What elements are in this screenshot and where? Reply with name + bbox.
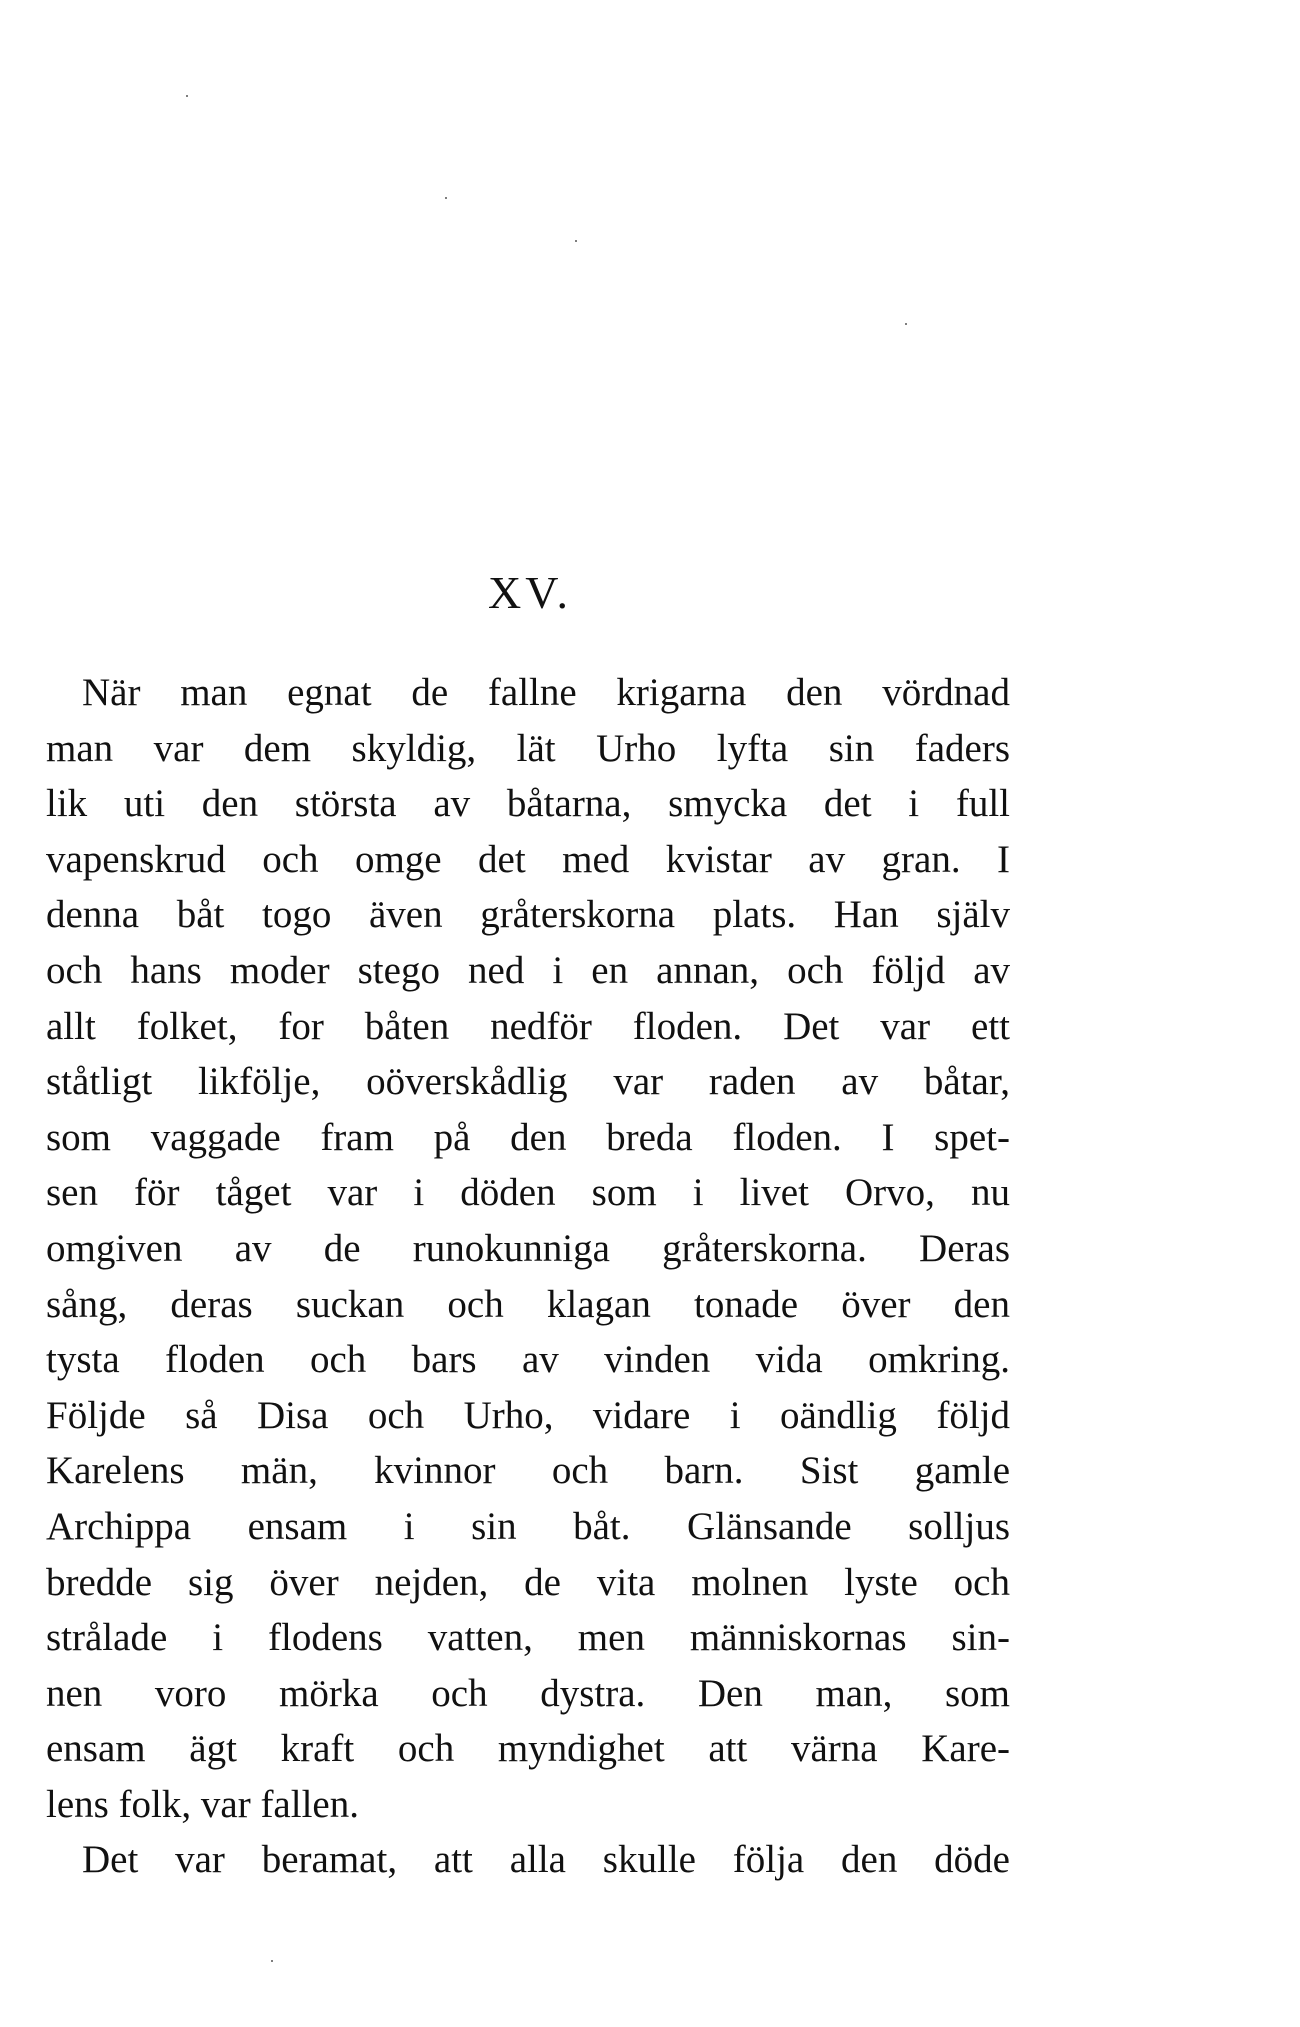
chapter-heading: XV. (487, 567, 572, 618)
text-line: lik uti den största av båtarna, smycka det i full (46, 782, 1010, 826)
text-line: allt folket, for båten nedför floden. Det var ett (46, 1004, 1010, 1048)
text-line: och hans moder stego ned i en annan, och följd av (46, 948, 1010, 992)
text-line: När man egnat de fallne krigarna den vördnad (82, 671, 1010, 714)
paper-speck (445, 197, 447, 199)
paper-speck (271, 1960, 273, 1962)
text-line: vapenskrud och omge det med kvistar av gran. I (46, 837, 1010, 881)
paper-speck (575, 240, 577, 242)
body-text (46, 665, 1010, 1888)
text-line: strålade i flodens vatten, men människornas sin- (46, 1616, 1010, 1660)
text-line: sång, deras suckan och klagan tonade över den (46, 1282, 1010, 1326)
paper-speck (905, 323, 907, 325)
text-line: lens folk, var fallen. (46, 1782, 359, 1826)
text-line: sen för tåget var i döden som i livet Orvo, nu (46, 1171, 1010, 1215)
text-line: Det var beramat, att alla skulle följa den döde (82, 1838, 1010, 1882)
text-line: ståtligt likfölje, oöverskådlig var raden av båtar, (46, 1060, 1010, 1104)
text-line: omgiven av de runokunniga gråterskorna. Deras (46, 1226, 1010, 1270)
text-line: nen voro mörka och dystra. Den man, som (46, 1671, 1010, 1715)
paragraph-1 (46, 665, 1010, 1832)
text-line: Archippa ensam i sin båt. Glänsande solljus (46, 1504, 1010, 1548)
paper-speck (186, 95, 188, 97)
text-line: ensam ägt kraft och myndighet att värna Kare- (46, 1727, 1010, 1771)
text-line: som vaggade fram på den breda floden. I spet- (46, 1115, 1010, 1159)
text-line: Karelens män, kvinnor och barn. Sist gamle (46, 1449, 1010, 1493)
text-line: Följde så Disa och Urho, vidare i oändlig följd (46, 1393, 1010, 1437)
text-line: denna båt togo även gråterskorna plats. Han själv (46, 893, 1010, 937)
text-line: man var dem skyldig, lät Urho lyfta sin faders (46, 726, 1010, 770)
text-line: bredde sig över nejden, de vita molnen lyste och (46, 1560, 1010, 1604)
text-line: tysta floden och bars av vinden vida omkring. (46, 1338, 1010, 1382)
paragraph-2 (46, 1832, 1010, 1888)
